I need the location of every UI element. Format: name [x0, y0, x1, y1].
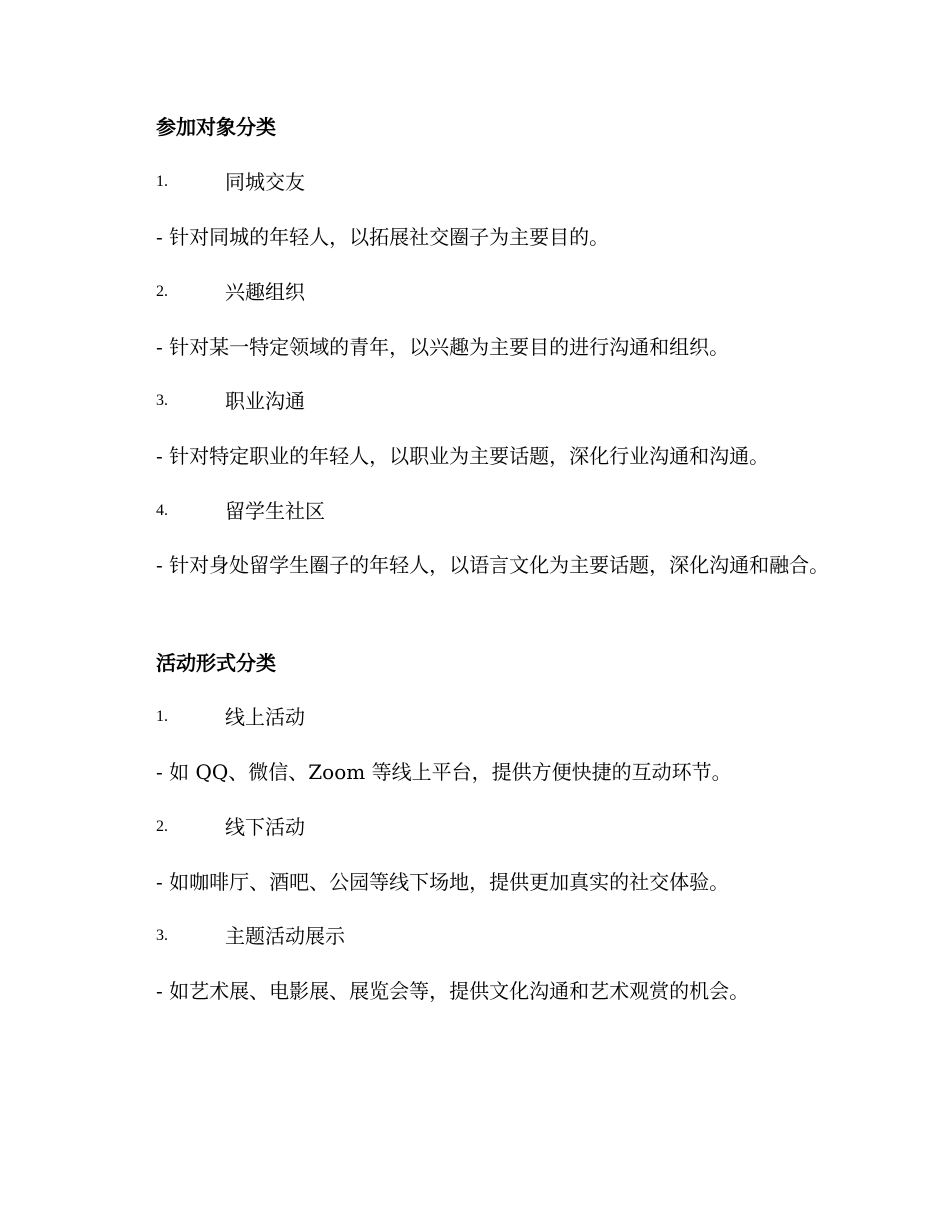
list-item-label: 线下活动 [225, 815, 305, 839]
list-item-label: 主题活动展示 [225, 924, 345, 948]
list-item-number: 2. [156, 283, 168, 300]
list-item-description: - 如 QQ、微信、Zoom 等线上平台，提供方便快捷的互动环节。 [156, 760, 732, 784]
list-item-number: 1. [156, 173, 168, 190]
list-item-description: - 针对某一特定领域的青年，以兴趣为主要目的进行沟通和组织。 [156, 335, 730, 359]
section-heading-participants: 参加对象分类 [156, 115, 276, 139]
list-item-number: 3. [156, 927, 168, 944]
list-item-description: - 针对身处留学生圈子的年轻人，以语言文化为主要话题，深化沟通和融合。 [156, 553, 830, 577]
list-item-number: 2. [156, 818, 168, 835]
list-item-description: - 针对特定职业的年轻人，以职业为主要话题，深化行业沟通和沟通。 [156, 444, 770, 468]
list-item-label: 线上活动 [225, 705, 305, 729]
list-item-description: - 如咖啡厅、酒吧、公园等线下场地，提供更加真实的社交体验。 [156, 870, 730, 894]
list-item-description: - 针对同城的年轻人，以拓展社交圈子为主要目的。 [156, 225, 610, 249]
list-item-description: - 如艺术展、电影展、展览会等，提供文化沟通和艺术观赏的机会。 [156, 979, 750, 1003]
list-item-number: 3. [156, 392, 168, 409]
list-item-label: 兴趣组织 [225, 280, 305, 304]
list-item-label: 留学生社区 [225, 499, 325, 523]
list-item-label: 同城交友 [225, 170, 305, 194]
section-heading-activity-formats: 活动形式分类 [156, 651, 276, 675]
list-item-number: 1. [156, 708, 168, 725]
list-item-label: 职业沟通 [225, 389, 305, 413]
list-item-number: 4. [156, 502, 168, 519]
